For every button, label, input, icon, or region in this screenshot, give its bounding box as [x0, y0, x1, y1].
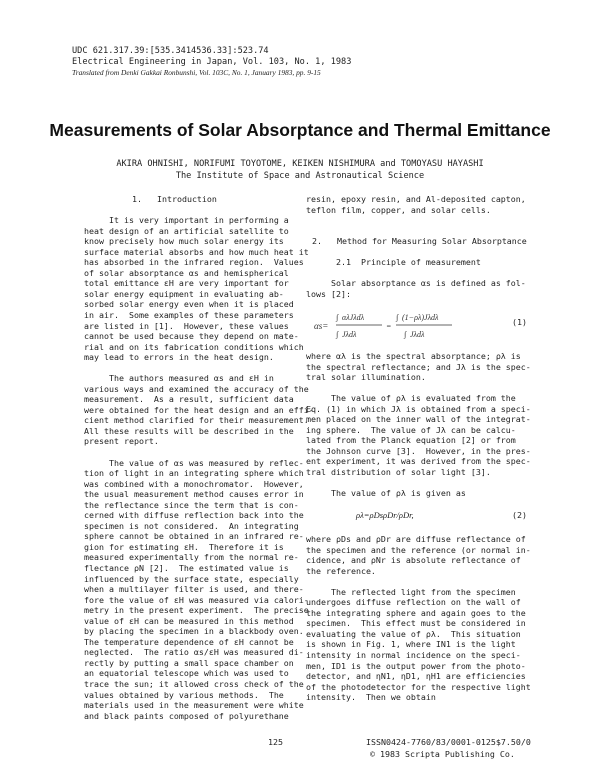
- text-line: when a multilayer filter is used, and there-: [84, 584, 304, 595]
- text-line: rectly by putting a small space chamber on: [84, 657, 294, 668]
- equation-1-number: (1): [512, 317, 527, 327]
- text-line: and black paints composed of polyurethane: [84, 710, 289, 721]
- text-line: various ways and examined the accuracy of the: [84, 383, 309, 394]
- text-line: trace the sun; it allowed cross check of the: [84, 679, 304, 690]
- text-line: know precisely how much solar energy its: [84, 236, 284, 247]
- text-line: specimen. This effect must be considered in: [306, 618, 526, 629]
- svg-text:∫: ∫: [396, 313, 399, 322]
- text-line: specimen is not considered. An integrating: [84, 520, 299, 531]
- text-line: the specimen and the reference (or normal in-: [306, 544, 531, 555]
- left-column: [84, 194, 314, 721]
- text-line: It is very important in performing a: [84, 215, 289, 226]
- text-line: measured experimentally from the normal re-: [84, 552, 299, 563]
- intro-paragraph-1: [84, 215, 309, 363]
- equation-1-lhs: αs=: [314, 321, 329, 331]
- text-line: detector, and ηN1, ηD1, ηH1 are efficiencies: [306, 671, 526, 682]
- text-line: The value of ρλ is evaluated from the: [306, 393, 516, 404]
- text-line: surface material absorbs and how much heat it: [84, 246, 309, 257]
- text-line: heat design of an artificial satellite to: [84, 225, 289, 236]
- text-line: lows [2]:: [306, 288, 351, 299]
- text-line: flectance ρN [2]. The estimated value is: [84, 563, 289, 573]
- svg-text:αλJλdλ: αλJλdλ: [342, 313, 365, 322]
- page-number: 125: [268, 737, 283, 747]
- text-line: by placing the specimen in a blackbody oven.: [84, 626, 304, 637]
- text-line: metry in the present experiment. The precise: [84, 605, 309, 616]
- text-line: where αλ is the spectral absorptance; ρλ is: [306, 351, 521, 361]
- text-line: the reflectance since the term that is con-: [84, 499, 299, 510]
- svg-text:Jλdλ: Jλdλ: [410, 330, 425, 339]
- udc-code: UDC 621.317.39:[535.3414536.33]:523.74: [72, 46, 269, 56]
- text-line: The value of αs was measured by reflec-: [84, 457, 304, 468]
- text-line: was combined with a monochromator. However,: [84, 478, 304, 489]
- text-line: the spectral reflectance; and Jλ is the spec-: [306, 361, 531, 372]
- text-line: tral distribution of solar light [3].: [306, 466, 491, 477]
- paper-title: Measurements of Solar Absorptance and Thermal Emittance: [49, 120, 551, 140]
- text-line: resin, epoxy resin, and Al-deposited capton,: [306, 194, 526, 204]
- issn-code: ISSN0424-7760/83/0001-0125$7.50/0: [366, 737, 531, 747]
- text-line: were obtained for the heat design and an effi-: [84, 404, 314, 415]
- text-line: The authors measured αs and εH in: [84, 373, 274, 384]
- text-line: measurement. As a result, sufficient data: [84, 394, 294, 405]
- text-line: cerned with diffuse reflection back into the: [84, 510, 304, 521]
- text-line: men, ID1 is the output power from the photo-: [306, 660, 526, 671]
- text-line: Solar absorptance αs is defined as fol-: [306, 278, 526, 289]
- text-line: may lead to errors in the heat design.: [84, 352, 274, 363]
- text-line: has absorbed in the infrared region. Values: [84, 257, 304, 268]
- intro-paragraph-3: [84, 457, 309, 722]
- text-line: rial and on its fabrication conditions which: [84, 341, 304, 352]
- text-line: is shown in Fig. 1, where IN1 is the light: [306, 639, 516, 650]
- copyright-notice: © 1983 Scripta Publishing Co.: [370, 749, 515, 759]
- text-line: an equatorial telescope which was used to: [84, 668, 289, 679]
- svg-text:(1−ρλ)Jλdλ: (1−ρλ)Jλdλ: [402, 313, 439, 322]
- text-line: The reflected light from the specimen: [306, 586, 516, 597]
- text-line: the usual measurement method causes error in: [84, 489, 304, 500]
- text-line: evaluating the value of ρλ. This situation: [306, 628, 521, 639]
- text-line: present report.: [84, 436, 159, 447]
- text-line: influenced by the surface state, especially: [84, 573, 299, 584]
- text-line: the reference.: [306, 565, 376, 576]
- section-heading-introduction: 1. Introduction: [132, 194, 217, 204]
- right-column-bottom: [306, 534, 531, 703]
- text-line: teflon film, copper, and solar cells.: [306, 204, 491, 215]
- subsection-heading-principle: 2.1 Principle of measurement: [336, 257, 481, 268]
- intro-paragraph-2: [84, 373, 314, 447]
- text-line: materials used in the measurement were white: [84, 700, 304, 711]
- text-line: fore the value of εH was measured via calori-: [84, 594, 309, 605]
- text-line: men placed on the inner wall of the integrat-: [306, 414, 531, 425]
- right-column-middle: [306, 351, 531, 499]
- text-line: All these results will be described in the: [84, 425, 294, 436]
- text-line: cidence, and ρNr is absolute reflectance of: [306, 555, 521, 566]
- section-heading-method: 2. Method for Measuring Solar Absorptance: [312, 236, 527, 247]
- text-line: sphere cannot be obtained in an infrared re-: [84, 531, 304, 542]
- text-line: intensity in normal incidence on the speci-: [306, 649, 521, 660]
- text-line: undergoes diffuse reflection on the wall of: [306, 597, 521, 608]
- text-line: Eq. (1) in which Jλ is obtained from a speci-: [306, 403, 531, 414]
- text-line: intensity. Then we obtain: [306, 692, 436, 703]
- svg-text:=: =: [386, 322, 392, 331]
- svg-text:∫: ∫: [404, 330, 407, 339]
- translation-note: Translated from Denki Gakkai Ronbunshi, Vol. 103C, No. 1, January 1983, pp. 9-15: [72, 68, 321, 77]
- author-names: AKIRA OHNISHI, NORIFUMI TOYOTOME, KEIKEN NISHIMURA and TOMOYASU HAYASHI: [116, 159, 484, 169]
- text-line: lated from the Planck equation [2] or from: [306, 435, 516, 446]
- text-line: neglected. The ratio αs/εH was measured di-: [84, 647, 304, 658]
- text-line: solar energy equipment in evaluating ab-: [84, 288, 284, 299]
- text-line: sorbed solar energy even when it is placed: [84, 299, 294, 310]
- text-line: ing sphere. The value of Jλ can be calcu-: [306, 424, 516, 435]
- author-affiliation: The Institute of Space and Astronautical Science: [175, 171, 425, 181]
- equation-2-number: (2): [512, 510, 527, 520]
- text-line: in air. Some examples of these parameters: [84, 309, 294, 320]
- text-line: The value of ρλ is given as: [306, 488, 466, 499]
- text-line: are listed in [1]. However, these values: [84, 320, 289, 331]
- text-line: tion of light in an integrating sphere which: [84, 468, 304, 479]
- text-line: The temperature dependence of εH cannot be: [84, 636, 294, 647]
- author-block: [0, 158, 600, 182]
- text-line: values obtained by various methods. The: [84, 689, 284, 700]
- text-line: value of εH can be measured in this method: [84, 615, 294, 626]
- journal-citation: Electrical Engineering in Japan, Vol. 103, No. 1, 1983: [72, 57, 352, 67]
- svg-text:∫: ∫: [336, 313, 339, 322]
- text-line: of the photodetector for the respective light: [306, 681, 531, 692]
- text-line: total emittance εH are very important for: [84, 278, 289, 289]
- text-line: the integrating sphere and again goes to the: [306, 607, 526, 618]
- svg-text:Jλdλ: Jλdλ: [342, 330, 357, 339]
- text-line: gion for estimating εH. Therefore it is: [84, 541, 284, 552]
- text-line: cient method clarified for their measurement.: [84, 415, 309, 426]
- text-line: the Johnson curve [3]. However, in the pres-: [306, 445, 531, 456]
- right-column-top: [306, 194, 528, 299]
- text-line: where ρDs and ρDr are diffuse reflectance of: [306, 534, 526, 544]
- equation-1-fraction: [335, 313, 452, 339]
- svg-text:∫: ∫: [336, 330, 339, 339]
- text-line: cannot be used because they depend on mate-: [84, 331, 299, 342]
- text-line: of solar absorptance αs and hemispherical: [84, 267, 289, 278]
- equation-1: [312, 304, 538, 350]
- text-line: tral solar illumination.: [306, 372, 426, 383]
- text-line: ent experiment, it was derived from the spec-: [306, 456, 531, 467]
- equation-2: ρλ=ρDsρDr/ρDr,: [356, 510, 414, 520]
